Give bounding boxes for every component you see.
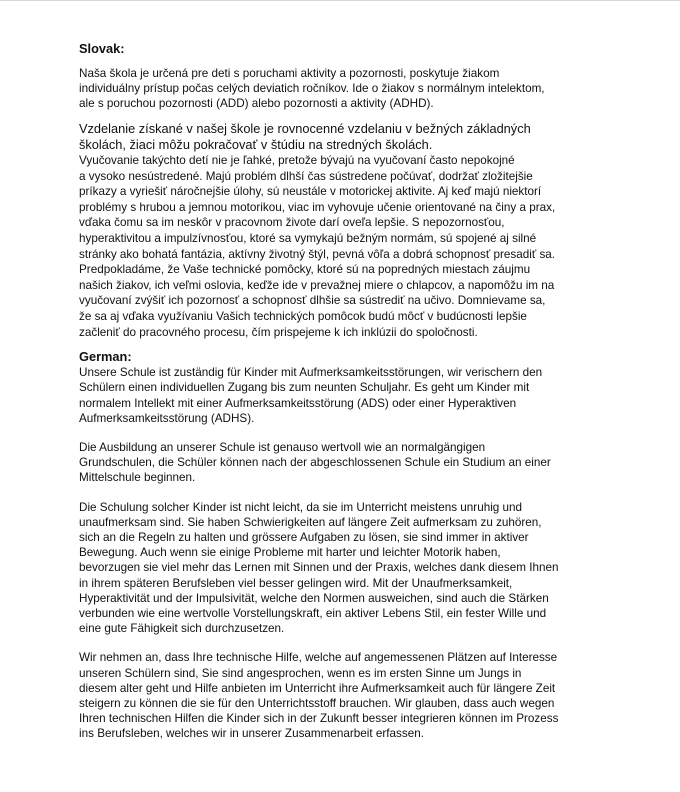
text-line: Die Schulung solcher Kinder ist nicht leicht, da sie im Unterricht meistens unruhig und [79, 500, 523, 514]
text-line: školách, žiaci môžu pokračovať v štúdiu na stredných školách. [79, 136, 433, 152]
text-line: Grundschulen, die Schüler können nach der abgeschlossenen Schule ein Studium an einer [79, 456, 551, 470]
text-line: individuálny prístup počas celých deviatich ročníkov. Ide o žiakov s normálnym intelektom, [79, 82, 545, 96]
text-line: Wir nehmen an, dass Ihre technische Hilfe, welche auf angemessenen Plätzen auf Interesse [79, 651, 558, 665]
german-heading: German: [79, 349, 132, 365]
text-line: steigern zu können die sie für den Unterrichtsstoff brauchen. Wir glauben, dass auch wegen [79, 697, 555, 710]
text-line: normalem Intellekt mit einer Aufmerksamkeitsstörung (ADS) oder einer Hyperaktiven [79, 396, 517, 410]
slovak-paragraph-2 [79, 121, 619, 153]
slovak-heading: Slovak: [79, 41, 125, 56]
text-line: Vyučovanie takýchto detí nie je ľahké, pretože bývajú na vyučovaní často nepokojné [79, 154, 515, 168]
text-line: Ihren technischen Hilfen die Kinder sich in der Zukunft besser integrieren können im Prozess [79, 712, 559, 726]
text-line: Schülern einen individuellen Zugang bis zum neunten Schuljahr. Es geht um Kinder mit [79, 381, 530, 395]
text-line: unseren Schülern sind, Sie sind angesprochen, wenn es im ersten Sinne um Jungs in [79, 666, 522, 680]
text-line: vyučovaní zvýšiť ich pozornosť a schopnosť dlhšie sa sústrediť na učivo. Domnievame sa, [79, 294, 546, 308]
text-line: že sa aj vďaka využívaniu Vašich technických pomôcok budú môcť v budúcnosti lepšie [79, 309, 527, 323]
text-line: in ihrem späteren Berufsleben viel besser gelingen wird. Mit der Unaufmerksamkeit, [79, 576, 513, 590]
slovak-paragraph-3 [79, 153, 619, 340]
text-line: začleniť do pracovného procesu, čím prispejeme k ich inklúzii do spoločnosti. [79, 325, 478, 339]
document-body [79, 41, 619, 742]
text-line: eine gute Fähigkeit sich durchzusetzen. [79, 622, 285, 636]
german-paragraph-3 [79, 500, 619, 637]
text-line: ale s poruchou pozornosti (ADD) alebo pozornosti a aktivity (ADHD). [79, 97, 434, 111]
german-paragraph-2 [79, 440, 619, 486]
text-line: unaufmerksam sind. Sie haben Schwierigkeiten auf längere Zeit aufmerksam zu zuhören, [79, 515, 542, 529]
text-line: Unsere Schule ist zuständig für Kinder mit Aufmerksamkeitsstörungen, wir verischern den [79, 366, 543, 380]
text-line: diesem alter geht und Hilfe anbieten im Unterricht ihre Aufmerksamkeit auch für längere Zeit [79, 681, 556, 695]
text-line: Hyperaktivität und der Impulsivität, welche den Normen ausweichen, sind auch die Stärken [79, 591, 549, 605]
text-line: Aufmerksamkeitsstörung (ADHS). [79, 411, 255, 425]
text-line: Bewegung. Auch wenn sie einige Probleme mit harter und leichter Motorik haben, [79, 546, 501, 560]
text-line: problémy s hrubou a jemnou motorikou, viac im vyhovuje učenie orientované na činy a prax, [79, 200, 556, 214]
text-line: verbunden wie eine wertvolle Vorstellungskraft, ein aktiver Lebens Stil, ein fester Wille und [79, 606, 547, 620]
text-line: bevorzugen sie viel mehr das Lernen mit Sinnen und der Praxis, welches dank diesem Ihnen [79, 561, 559, 575]
text-line: hyperaktivitou a impulzívnosťou, ktoré sa vymykajú bežným normám, sú spojené aj silné [79, 231, 537, 245]
slovak-paragraph-1 [79, 66, 619, 112]
text-line: vďaka čomu sa im neskôr v pracovnom živote darí oveľa lepšie. S nepozornosťou, [79, 216, 505, 230]
text-line: príkazy a vyriešiť náročnejšie úlohy, sú neustále v motorickej aktivite. Aj keď majú niektorí [79, 185, 542, 199]
text-line: Naša škola je určená pre deti s poruchami aktivity a pozornosti, poskytuje žiakom [79, 67, 500, 80]
text-line: Vzdelanie získané v našej škole je rovnocenné vzdelaniu v bežných základných [79, 120, 531, 136]
text-line: ins Berufsleben, welches wir in unserer Zusammenarbeit erfassen. [79, 727, 424, 741]
text-line: Mittelschule beginnen. [79, 471, 196, 485]
text-line: našich žiakov, ich veľmi oslovia, keďže ide v prevažnej miere o chlapcov, a napomôžu im na [79, 278, 555, 292]
text-line: Die Ausbildung an unserer Schule ist genauso wertvoll wie an normalgängigen [79, 440, 486, 454]
text-line: Predpokladáme, že Vaše technické pomôcky, ktoré sú na popredných miestach záujmu [79, 263, 531, 277]
text-line: sich an die Regeln zu halten und grössere Aufgaben zu lösen, sie sind immer in aktiver [79, 530, 529, 544]
german-paragraph-4 [79, 650, 619, 741]
german-paragraph-1 [79, 365, 619, 426]
text-line: a vysoko nesústredené. Majú problém dlhší čas sústredene počúvať, dodržať zložitejšie [79, 169, 533, 183]
text-line: stránky ako bohatá fantázia, aktívny životný štýl, pevná vôľa a dobrá schopnosť presadiť sa. [79, 247, 556, 261]
